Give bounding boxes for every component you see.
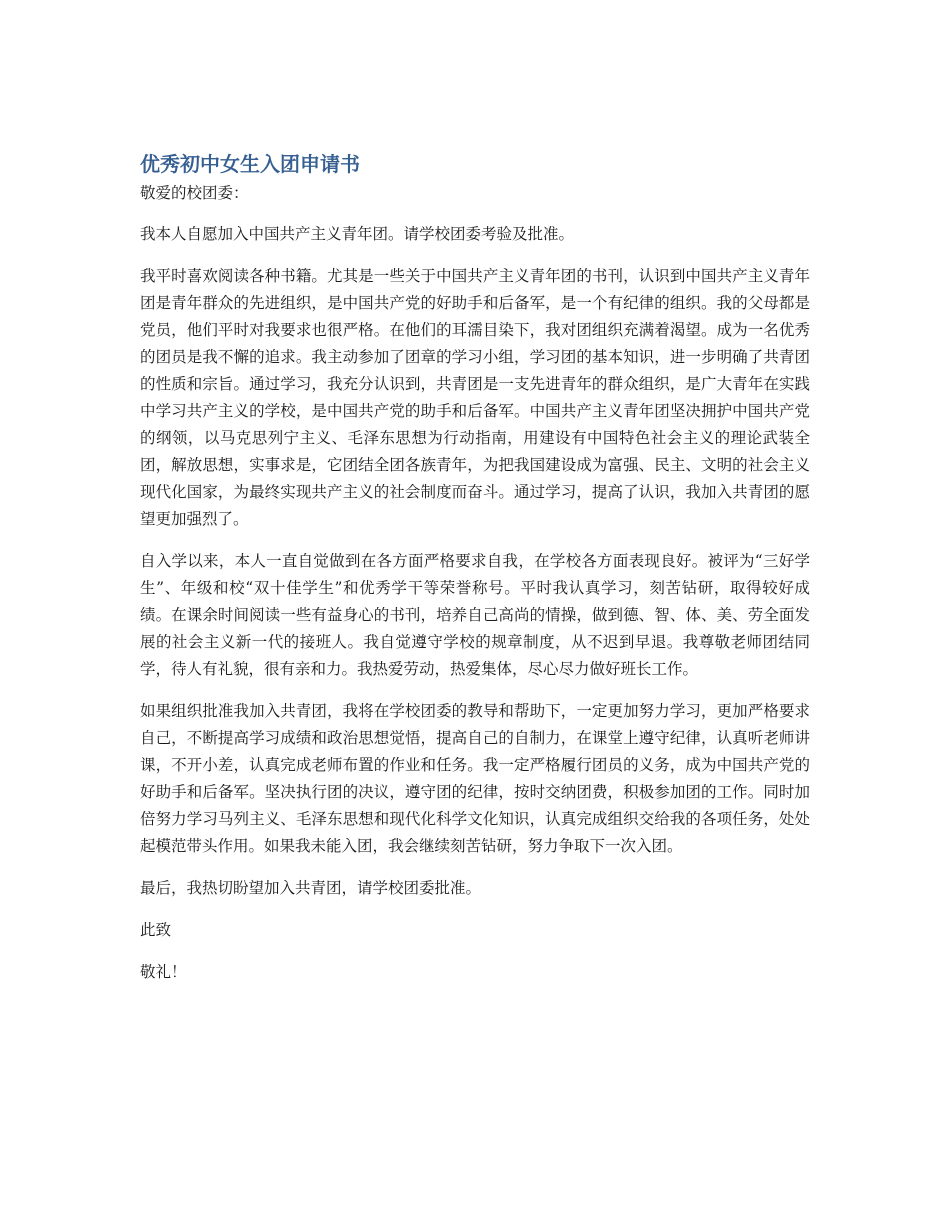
document-page: [140, 150, 810, 1001]
salutation: 敬爱的校团委：: [140, 184, 249, 202]
closing-salute: 敬礼！: [140, 963, 187, 981]
document-title: 优秀初中女生入团申请书: [140, 152, 360, 176]
paragraph-commitment: 如果组织批准我加入共青团，我将在学校团委的教导和帮助下，一定更加努力学习，更加严格要求自己，不断提高学习成绩和政治思想觉悟，提高自己的自制力，在课堂上遵守纪律，认真听老师讲课，不开小差，认真完成老师布置的作业和任务。我一定严格履行团员的义务，成为中国共产党的好助手和后备军。坚决执行团的决议，遵守团的纪律，按时交纳团费，积极参加团的工作。同时加倍努力学习马列主义、毛泽东思想和现代化科学文化知识，认真完成组织交给我的各项任务，处处起模范带头作用。如果我未能入团，我会继续刻苦钻研，努力争取下一次入团。: [140, 702, 810, 855]
paragraph-reading: 我平时喜欢阅读各种书籍。尤其是一些关于中国共产主义青年团的书刊，认识到中国共产主义青年团是青年群众的先进组织，是中国共产党的好助手和后备军，是一个有纪律的组织。我的父母都是党员，他们平时对我要求也很严格。在他们的耳濡目染下，我对团组织充满着渴望。成为一名优秀的团员是我不懈的追求。我主动参加了团章的学习小组，学习团的基本知识，进一步明确了共青团的性质和宗旨。通过学习，我充分认识到，共青团是一支先进青年的群众组织，是广大青年在实践中学习共产主义的学校，是中国共产党的助手和后备军。中国共产主义青年团坚决拥护中国共产党的纲领，以马克思列宁主义、毛泽东思想为行动指南，用建设有中国特色社会主义的理论武装全团，解放思想，实事求是，它团结全团各族青年，为把我国建设成为富强、民主、文明的社会主义现代化国家，为最终实现共产主义的社会制度而奋斗。通过学习，提高了认识，我加入共青团的愿望更加强烈了。: [140, 267, 810, 528]
closing-phrase: 此致: [140, 921, 172, 939]
paragraph-intro: 我本人自愿加入中国共产主义青年团。请学校团委考验及批准。: [140, 225, 575, 243]
paragraph-closing: 最后，我热切盼望加入共青团，请学校团委批准。: [140, 879, 482, 897]
paragraph-school-performance: 自入学以来，本人一直自觉做到在各方面严格要求自我，在学校各方面表现良好。被评为“三好学生”、年级和校“双十佳学生”和优秀学干等荣誉称号。平时我认真学习，刻苦钻研，取得较好成绩。在课余时间阅读一些有益身心的书刊，培养自己高尚的情操，做到德、智、体、美、劳全面发展的社会主义新一代的接班人。我自觉遵守学校的规章制度，从不迟到早退。我尊敬老师团结同学，待人有礼貌，很有亲和力。我热爱劳动，热爱集体，尽心尽力做好班长工作。: [140, 552, 810, 678]
